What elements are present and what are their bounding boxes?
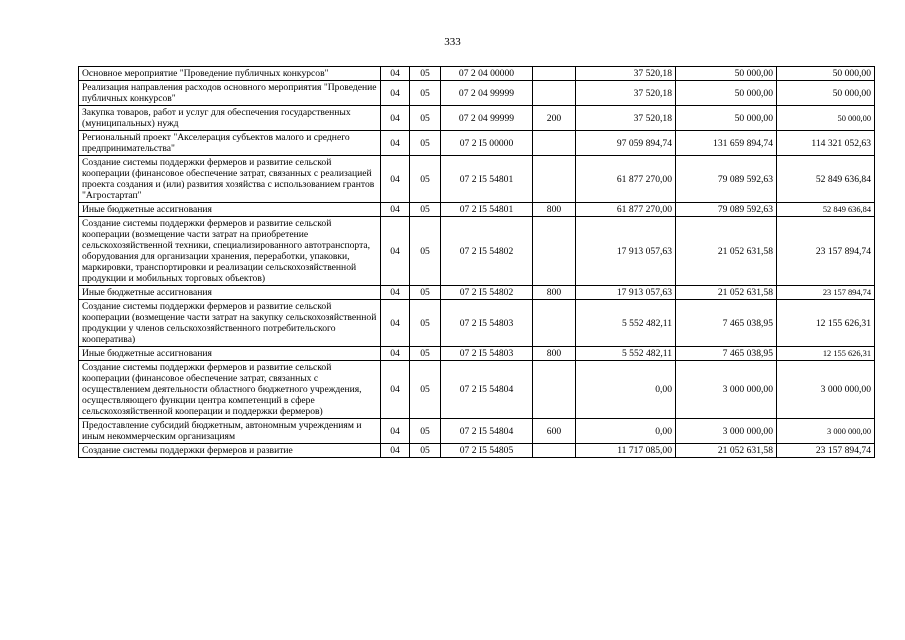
cell-amount-1: 11 717 085,00 [576, 444, 676, 458]
cell-amount-3: 52 849 636,84 [777, 203, 875, 217]
cell-section: 04 [381, 217, 410, 286]
table-row [79, 300, 875, 347]
cell-amount-2: 21 052 631,58 [676, 286, 777, 300]
table-row [79, 81, 875, 106]
cell-amount-1: 0,00 [576, 419, 676, 444]
cell-target-article: 07 2 I5 54804 [441, 361, 533, 419]
table-row [79, 67, 875, 81]
cell-section: 04 [381, 419, 410, 444]
cell-name: Реализация направления расходов основного мероприятия "Проведение публичных конкурсов" [79, 81, 381, 106]
cell-amount-1: 17 913 057,63 [576, 286, 676, 300]
cell-name: Иные бюджетные ассигнования [79, 347, 381, 361]
cell-amount-3: 23 157 894,74 [777, 217, 875, 286]
cell-expense-type [533, 217, 576, 286]
cell-amount-1: 0,00 [576, 361, 676, 419]
cell-name: Закупка товаров, работ и услуг для обеспечения государственных (муниципальных) нужд [79, 106, 381, 131]
cell-name: Иные бюджетные ассигнования [79, 286, 381, 300]
cell-amount-1: 37 520,18 [576, 67, 676, 81]
cell-amount-1: 61 877 270,00 [576, 203, 676, 217]
table-row [79, 419, 875, 444]
table-row [79, 347, 875, 361]
cell-expense-type [533, 156, 576, 203]
cell-subsection: 05 [410, 81, 441, 106]
cell-amount-2: 131 659 894,74 [676, 131, 777, 156]
cell-target-article: 07 2 I5 54804 [441, 419, 533, 444]
table-row [79, 203, 875, 217]
cell-name: Предоставление субсидий бюджетным, автономным учреждениям и иным некоммерческим организациям [79, 419, 381, 444]
cell-target-article: 07 2 I5 54803 [441, 347, 533, 361]
page-number: 333 [444, 36, 461, 48]
cell-amount-2: 3 000 000,00 [676, 361, 777, 419]
cell-section: 04 [381, 203, 410, 217]
cell-expense-type [533, 361, 576, 419]
cell-expense-type: 800 [533, 203, 576, 217]
cell-name: Создание системы поддержки фермеров и развитие сельской кооперации (финансовое обеспечение затрат, связанных с осуществлением деятельности областного бюджетного учреждения, осуществляющего функции центра компетенций в сфере сельскохозяйственной кооперации и поддержки фермеров) [79, 361, 381, 419]
cell-expense-type: 800 [533, 286, 576, 300]
cell-name: Основное мероприятие "Проведение публичных конкурсов" [79, 67, 381, 81]
cell-amount-2: 21 052 631,58 [676, 444, 777, 458]
table-row [79, 106, 875, 131]
cell-subsection: 05 [410, 67, 441, 81]
cell-amount-2: 79 089 592,63 [676, 156, 777, 203]
cell-amount-1: 5 552 482,11 [576, 300, 676, 347]
cell-subsection: 05 [410, 203, 441, 217]
cell-subsection: 05 [410, 106, 441, 131]
cell-expense-type: 200 [533, 106, 576, 131]
cell-target-article: 07 2 I5 54802 [441, 217, 533, 286]
cell-name: Создание системы поддержки фермеров и развитие сельской кооперации (возмещение части затрат на приобретение сельскохозяйственной техники, специализированного автотранспорта, оборудования для организации хранения, переработки, упаковки, маркировки, транспортировки и реализации сельскохозяйственной продукции и мобильных торговых объектов) [79, 217, 381, 286]
cell-amount-3: 3 000 000,00 [777, 361, 875, 419]
cell-amount-3: 23 157 894,74 [777, 286, 875, 300]
cell-name: Создание системы поддержки фермеров и развитие [79, 444, 381, 458]
cell-amount-3: 50 000,00 [777, 106, 875, 131]
cell-name: Создание системы поддержки фермеров и развитие сельской кооперации (финансовое обеспечение затрат, связанных с реализацией проекта создания и (или) развития хозяйства с использованием грантов "Агростартап" [79, 156, 381, 203]
cell-amount-1: 61 877 270,00 [576, 156, 676, 203]
cell-section: 04 [381, 444, 410, 458]
budget-table [78, 66, 875, 458]
cell-subsection: 05 [410, 156, 441, 203]
cell-expense-type [533, 300, 576, 347]
cell-amount-2: 7 465 038,95 [676, 300, 777, 347]
cell-subsection: 05 [410, 444, 441, 458]
cell-target-article: 07 2 I5 00000 [441, 131, 533, 156]
cell-subsection: 05 [410, 286, 441, 300]
cell-amount-2: 7 465 038,95 [676, 347, 777, 361]
cell-subsection: 05 [410, 419, 441, 444]
cell-section: 04 [381, 67, 410, 81]
table-row [79, 361, 875, 419]
cell-expense-type [533, 81, 576, 106]
cell-section: 04 [381, 106, 410, 131]
cell-amount-2: 50 000,00 [676, 106, 777, 131]
cell-subsection: 05 [410, 300, 441, 347]
cell-section: 04 [381, 131, 410, 156]
table-row [79, 286, 875, 300]
cell-section: 04 [381, 361, 410, 419]
cell-target-article: 07 2 04 99999 [441, 106, 533, 131]
cell-expense-type [533, 444, 576, 458]
cell-expense-type [533, 131, 576, 156]
cell-expense-type [533, 67, 576, 81]
cell-expense-type: 600 [533, 419, 576, 444]
cell-section: 04 [381, 286, 410, 300]
cell-amount-3: 52 849 636,84 [777, 156, 875, 203]
cell-amount-2: 50 000,00 [676, 81, 777, 106]
cell-amount-2: 3 000 000,00 [676, 419, 777, 444]
cell-amount-3: 50 000,00 [777, 81, 875, 106]
cell-subsection: 05 [410, 217, 441, 286]
cell-amount-3: 12 155 626,31 [777, 300, 875, 347]
cell-target-article: 07 2 I5 54802 [441, 286, 533, 300]
cell-amount-3: 23 157 894,74 [777, 444, 875, 458]
cell-section: 04 [381, 81, 410, 106]
cell-section: 04 [381, 156, 410, 203]
cell-amount-1: 17 913 057,63 [576, 217, 676, 286]
table-row [79, 156, 875, 203]
cell-subsection: 05 [410, 347, 441, 361]
cell-amount-3: 12 155 626,31 [777, 347, 875, 361]
cell-subsection: 05 [410, 361, 441, 419]
table-row [79, 131, 875, 156]
cell-name: Региональный проект "Акселерация субъектов малого и среднего предпринимательства" [79, 131, 381, 156]
cell-target-article: 07 2 I5 54801 [441, 156, 533, 203]
cell-section: 04 [381, 347, 410, 361]
table-row [79, 217, 875, 286]
table-body [79, 67, 875, 458]
cell-target-article: 07 2 04 00000 [441, 67, 533, 81]
cell-target-article: 07 2 I5 54805 [441, 444, 533, 458]
cell-expense-type: 800 [533, 347, 576, 361]
cell-name: Создание системы поддержки фермеров и развитие сельской кооперации (возмещение части затрат на закупку сельскохозяйственной продукции у членов сельскохозяйственного потребительского кооператива) [79, 300, 381, 347]
cell-amount-2: 79 089 592,63 [676, 203, 777, 217]
cell-amount-1: 37 520,18 [576, 81, 676, 106]
cell-subsection: 05 [410, 131, 441, 156]
table-row [79, 444, 875, 458]
cell-amount-1: 5 552 482,11 [576, 347, 676, 361]
cell-target-article: 07 2 04 99999 [441, 81, 533, 106]
cell-amount-3: 3 000 000,00 [777, 419, 875, 444]
cell-target-article: 07 2 I5 54803 [441, 300, 533, 347]
cell-amount-3: 114 321 052,63 [777, 131, 875, 156]
cell-section: 04 [381, 300, 410, 347]
cell-amount-1: 97 059 894,74 [576, 131, 676, 156]
cell-amount-2: 21 052 631,58 [676, 217, 777, 286]
cell-amount-3: 50 000,00 [777, 67, 875, 81]
cell-name: Иные бюджетные ассигнования [79, 203, 381, 217]
cell-amount-2: 50 000,00 [676, 67, 777, 81]
cell-target-article: 07 2 I5 54801 [441, 203, 533, 217]
cell-amount-1: 37 520,18 [576, 106, 676, 131]
